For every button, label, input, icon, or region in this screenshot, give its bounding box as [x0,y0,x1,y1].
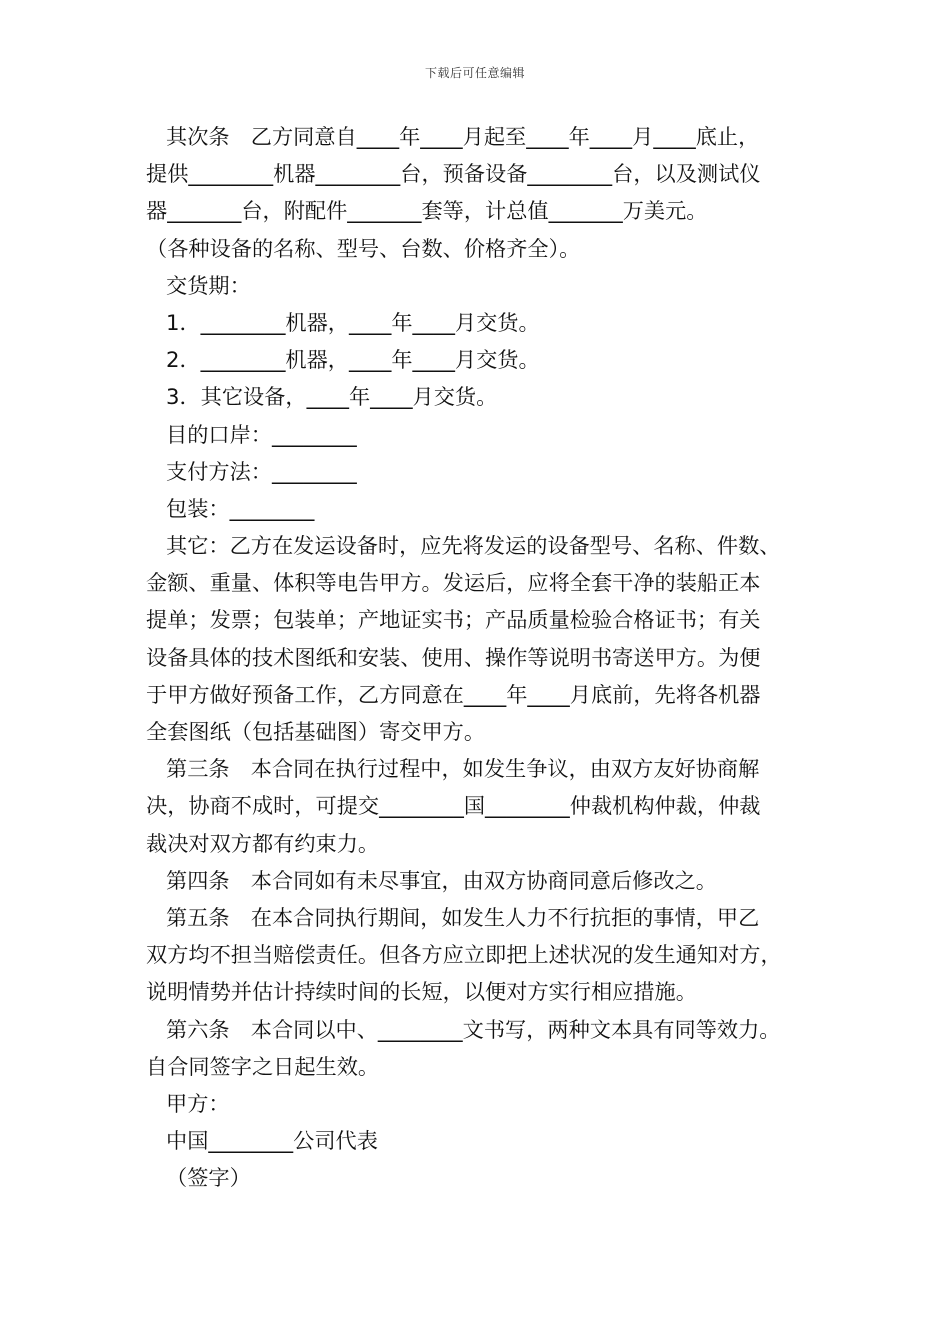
text-line: 第六条 本合同以中、________文书写，两种文本具有同等效力。 [166,1016,781,1042]
text-line: 第四条 本合同如有未尽事宜，由双方协商同意后修改之。 [166,867,717,893]
text-line: 第五条 在本合同执行期间，如发生人力不行抗拒的事情，甲乙 [166,904,760,930]
text-line: 第三条 本合同在执行过程中，如发生争议，由双方友好协商解 [166,756,760,782]
text-line: 甲方： [166,1090,230,1116]
text-line: （各种设备的名称、型号、台数、价格齐全）。 [146,235,581,261]
text-line: 1．________机器，____年____月交货。 [166,309,540,335]
text-line: 金额、重量、体积等电告甲方。发运后，应将全套干净的装船正本 [146,570,761,596]
text-line: 其次条 乙方同意自____年____月起至____年____月____底止， [166,124,760,149]
text-line: 提单；发票；包装单；产地证实书；产品质量检验合格证书；有关 [146,607,761,633]
text-line: 2．________机器，____年____月交货。 [166,347,540,373]
text-line: 器_______台，附配件_______套等，计总值_______万美元。 [146,198,708,224]
contract-body [146,118,826,1196]
page-header-note: 下载后可任意编辑 [424,66,525,80]
text-line: 说明情势并估计持续时间的长短，以便对方实行相应措施。 [146,979,697,1005]
text-line: 决，协商不成时，可提交________国________仲裁机构仲裁，仲裁 [146,793,761,819]
text-line: 裁决对双方都有约束力。 [146,830,380,856]
text-line: 3．其它设备，____年____月交货。 [166,384,498,410]
text-line: 交货期： [166,272,251,298]
text-line: 中国________公司代表 [166,1128,378,1154]
text-line: 自合同签字之日起生效。 [146,1053,380,1079]
text-line: 全套图纸（包括基础图）寄交甲方。 [146,719,486,744]
text-line: 设备具体的技术图纸和安装、使用、操作等说明书寄送甲方。为便 [146,644,761,670]
text-line: 支付方法：________ [166,458,357,484]
text-line: 其它：乙方在发运设备时，应先将发运的设备型号、名称、件数、 [166,533,781,559]
text-line: 双方均不担当赔偿责任。但各方应立即把上述状况的发生通知对方， [146,942,782,968]
text-line: 提供________机器________台，预备设备________台，以及测试仪 [146,161,761,187]
text-line: 包装：________ [166,495,315,521]
text-line: 目的口岸：________ [166,421,357,447]
text-line: （签字） [166,1165,251,1191]
text-line: 于甲方做好预备工作，乙方同意在____年____月底前，先将各机器 [146,681,761,707]
